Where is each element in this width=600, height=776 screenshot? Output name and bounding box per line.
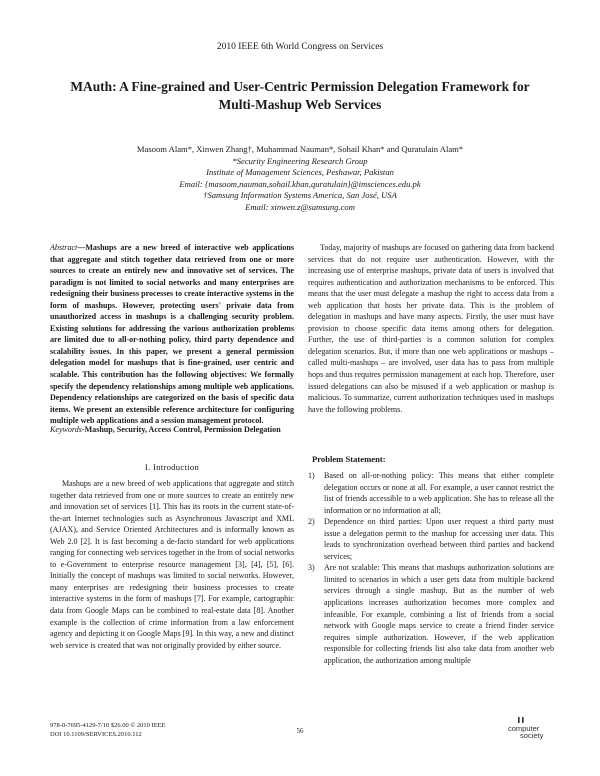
problem-statement-heading: Problem Statement: — [312, 454, 386, 464]
list-item-text: Based on all-or-nothing policy: This means that either complete delegation occurs or none at all. For example, a user cannot restrict the list of friends accessible to a web application. She has to release all the information or no information at all; — [324, 471, 554, 515]
computer-society-logo — [496, 716, 556, 742]
paper-title — [60, 78, 540, 114]
list-item — [308, 562, 554, 666]
right-paragraph-1: Today, majority of mashups are focused on gathering data from backend services that do not require user authentication. However, with the increasing use of enterprise mashups, private data of users is involved that requires authentication and authorization mechanisms to be enforced. This means that the user must delegate a mashup the right to access data from a web application that hosts her private data. This is the problem of delegation in mashups and have many aspects. Firstly, the user must have provision to choose specific data items among others for delegation. Further, the use of third-parties is a common solution for complex delegation scenarios. But, if more than one web applications or mashups – called multi-mashups – are involved, user data has to pass from multiple hops and thus requires permission management at each hop. Therefore, user issued delegations can also be misused if a web application or mashup is malicious. To summarize, current authorization techniques used in mashups have the following problems. — [308, 243, 554, 414]
isbn-line: 978-0-7695-4129-7/10 $26.00 © 2010 IEEE — [50, 722, 166, 729]
list-item-number: 3) — [308, 563, 315, 573]
author-names: Masoom Alam*, Xinwen Zhang†, Muhammad Nauman*, Sohail Khan* and Quratulain Alam* — [136, 144, 464, 154]
abstract — [50, 242, 294, 427]
logo-text-computer: computer — [508, 724, 540, 733]
keywords-label: Keywords — [50, 425, 82, 434]
page-number: 56 — [296, 727, 304, 735]
affiliation-group: *Security Engineering Research Group — [232, 155, 368, 166]
list-item — [308, 470, 554, 516]
list-item — [308, 516, 554, 562]
affiliation-samsung: †Samsung Information Systems America, San José, USA — [203, 190, 397, 201]
conference-header: 2010 IEEE 6th World Congress on Services — [216, 42, 384, 52]
list-item-text: Are not scalable: This means that mashups authorization solutions are limited to scenarios in which a user gets data from multiple backend services through a single mashup. But as the number of web applications increases authorization becomes more complex and infeasible. For example, combining a list of friends from a social network with Google maps service to create a friend finder service requires simple authorization. However, if the web application responsible for collecting friends list also take data from another web application, the authorization among multiple — [324, 563, 554, 665]
abstract-text: —Mashups are a new breed of interactive web applications that aggregate and stitch together data retrieved from one or more sources to create an entirely new and innovative set of services. The paradigm is not limited to social networks and many enterprises are redesigning their business processes to create interactive systems in the form of mashups. However, protecting users' private data from unauthorized access in mashups is a challenging security problem. Existing solutions for addressing the various authorization problems are limited due to all-or-nothing policy, third party dependence and scalability issues. In this paper, we present a general permission delegation model for mashups that is fine-grained, user centric and scalable. This contribution has the following objectives: We formally specify the dependency relationships among multiple web applications. Dependency relationships are categorized on the basis of specific data items. We present an extensible reference architecture for configuring multiple web applications and a session management protocol. — [50, 243, 294, 426]
abstract-label: Abstract — [50, 243, 78, 252]
keywords-text: -Mashup, Security, Access Control, Permission Delegation — [81, 425, 281, 434]
doi-line: DOI 10.1109/SERVICES.2010.112 — [50, 730, 142, 738]
list-item-number: 1) — [308, 471, 315, 480]
list-item-text: Dependence on third parties: Upon user request a third party must issue a delegation permit to the mashup for accessing user data. This leads to synchronization overhead between third parties and backend services; — [324, 517, 554, 561]
list-item-number: 2) — [308, 517, 315, 527]
affiliation-institute: Institute of Management Sciences, Peshawar, Pakistan — [206, 167, 394, 178]
affiliation-email: Email: {masoom,nauman,sohail.khan,quratulain}@imsciences.edu.pk — [179, 178, 421, 189]
keywords — [50, 424, 294, 436]
intro-heading: I. Introduction — [144, 462, 200, 472]
problem-list — [308, 470, 554, 666]
title-line-2: Multi-Mashup Web Services — [218, 97, 382, 112]
right-column-body — [308, 242, 554, 415]
author-block — [40, 144, 560, 214]
intro-body — [50, 478, 294, 651]
logo-text-society: society — [520, 731, 544, 740]
title-line-1: MAuth: A Fine-grained and User-Centric Permission Delegation Framework for — [70, 79, 530, 94]
samsung-email: Email: xinwen.z@samsung.com — [245, 201, 355, 212]
intro-paragraph-1: Mashups are a new breed of web applications that aggregate and stitch together data retrieved from one or more sources to create an entirely new and innovation set of services [1]. This has its roots in the current state-of-the-art Internet technologies such as Asynchronous Javascript and XML (AJAX), and Service Oriented Architectures and is informally known as Web 2.0 [2]. It is fast becoming a de-facto standard for web applications ranging for connecting web services together in the from of social networks to e-Government to enterprise resource management [3], [4], [5], [6]. Initially the concept of mashups was limited to social networks. However, many enterprises are redesigning their business processes to create interactive systems in the form of mashups [7]. For example, cartographic data from Google Maps can be combined to real-estate data [8]. Another example is the collection of crime information from a law enforcement agency and depicting it on Google Maps [9]. In this way, a new and distinct web service is created that was not originally provided by either source. — [50, 479, 294, 650]
